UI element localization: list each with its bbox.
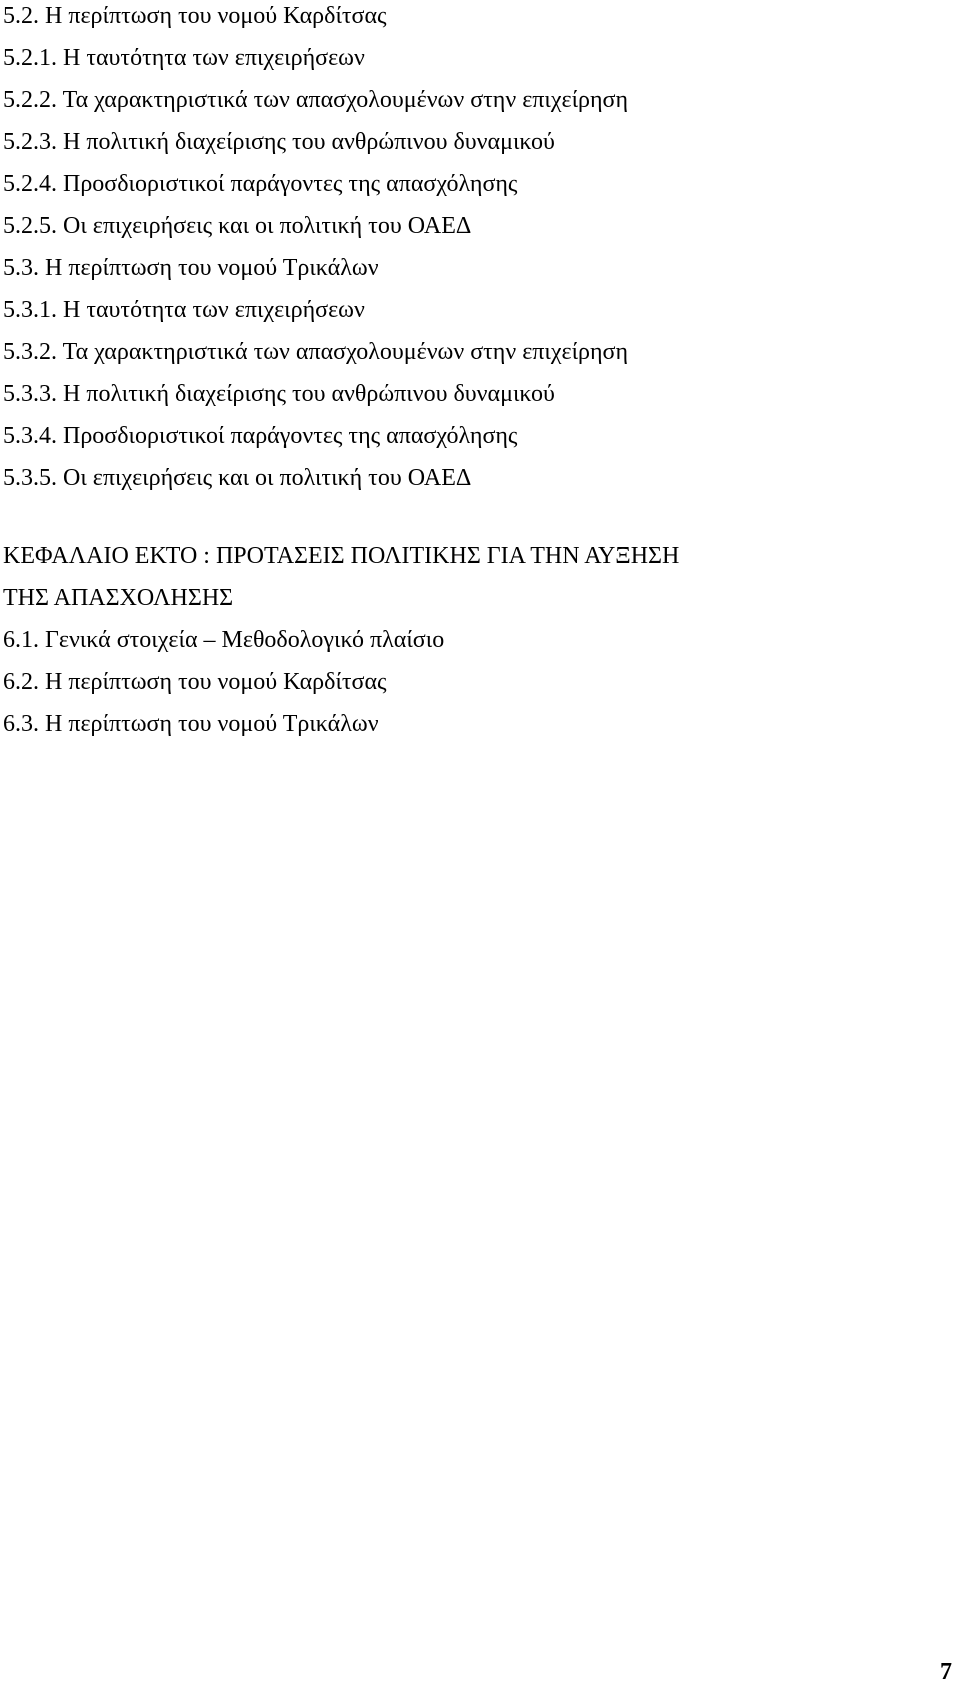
toc-entry-5-3-3: 5.3.3. Η πολιτική διαχείρισης του ανθρώπινου δυναμικού	[3, 381, 555, 407]
chapter-six-heading-continued: ΤΗΣ ΑΠΑΣΧΟΛΗΣΗΣ	[3, 585, 234, 611]
toc-entry-5-3-5: 5.3.5. Οι επιχειρήσεις και οι πολιτική του ΟΑΕΔ	[3, 465, 472, 491]
toc-entry-6-1: 6.1. Γενικά στοιχεία – Μεθοδολογικό πλαίσιο	[3, 627, 445, 653]
toc-entry-5-2-4: 5.2.4. Προσδιοριστικοί παράγοντες της απασχόλησης	[3, 171, 518, 197]
page-number: 7	[940, 1659, 952, 1685]
toc-entry-5-3-4: 5.3.4. Προσδιοριστικοί παράγοντες της απασχόλησης	[3, 423, 518, 449]
toc-entry-6-3: 6.3. Η περίπτωση του νομού Τρικάλων	[3, 711, 379, 737]
toc-entry-6-2: 6.2. Η περίπτωση του νομού Καρδίτσας	[3, 669, 387, 695]
toc-entry-5-3-1: 5.3.1. Η ταυτότητα των επιχειρήσεων	[3, 297, 365, 323]
toc-entry-5-2-2: 5.2.2. Τα χαρακτηριστικά των απασχολουμένων στην επιχείρηση	[3, 87, 629, 113]
toc-entry-5-3-2: 5.3.2. Τα χαρακτηριστικά των απασχολουμένων στην επιχείρηση	[3, 339, 629, 365]
toc-entry-5-2-1: 5.2.1. Η ταυτότητα των επιχειρήσεων	[3, 45, 365, 71]
chapter-six-heading: ΚΕΦΑΛΑΙΟ ΕΚΤΟ : ΠΡΟΤΑΣΕΙΣ ΠΟΛΙΤΙΚΗΣ ΓΙΑ ΤΗΝ ΑΥΞΗΣΗ	[3, 543, 680, 569]
toc-entry-5-2-5: 5.2.5. Οι επιχειρήσεις και οι πολιτική του ΟΑΕΔ	[3, 213, 472, 239]
toc-entry-5-3: 5.3. Η περίπτωση του νομού Τρικάλων	[3, 255, 379, 281]
toc-entry-5-2: 5.2. Η περίπτωση του νομού Καρδίτσας	[3, 3, 387, 29]
toc-entry-5-2-3: 5.2.3. Η πολιτική διαχείρισης του ανθρώπινου δυναμικού	[3, 129, 555, 155]
